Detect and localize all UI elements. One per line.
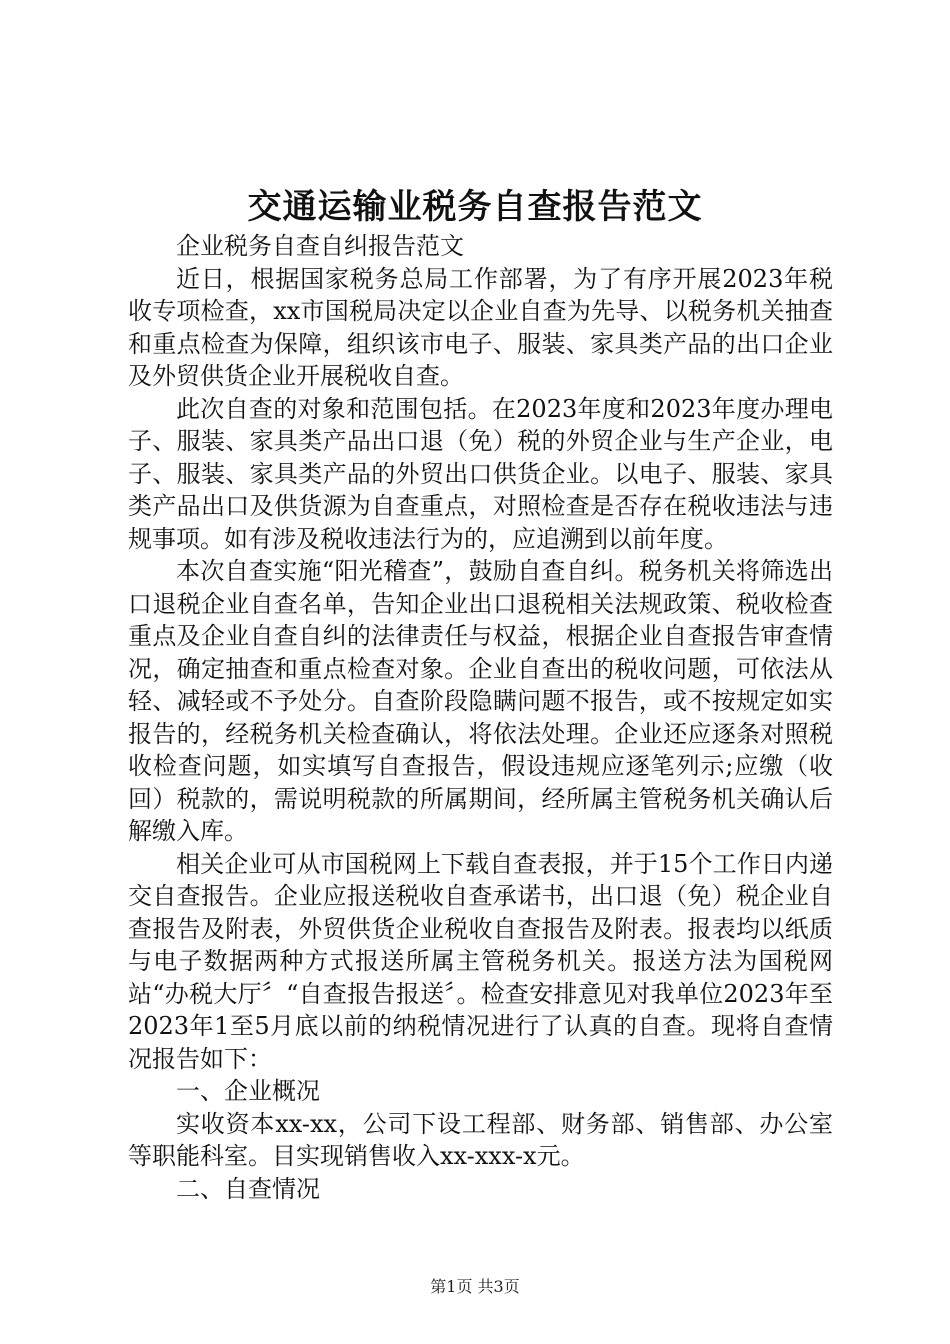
implementation-paragraph: 本次自查实施“阳光稽查”，鼓励自查自纠。税务机关将筛选出口退税企业自查名单，告知企业出口退税相关法规政策、税收检查重点及企业自查自纠的法律责任与权益，根据企业自查报告审查情况，确定抽查和重点检查对象。企业自查出的税收问题，可依法从轻、减轻或不予处分。自查阶段隐瞒问题不报告，或不按规定如实报告的，经税务机关检查确认，将依法处理。企业还应逐条对照税收检查问题，如实填写自查报告，假设违规应逐笔列示;应缴（收回）税款的，需说明税款的所属期间，经所属主管税务机关确认后解缴入库。: [128, 557, 833, 845]
overview-paragraph: 实收资本xx-xx，公司下设工程部、财务部、销售部、办公室等职能科室。目实现销售收入xx-xxx-x元。: [128, 1109, 833, 1170]
document-body: [128, 230, 833, 1205]
section-heading-self-check: 二、自查情况: [176, 1174, 320, 1203]
scope-paragraph: 此次自查的对象和范围包括。在2023年度和2023年度办理电子、服装、家具类产品出口退（免）税的外贸企业与生产企业，电子、服装、家具类产品的外贸出口供货企业。以电子、服装、家具类产品出口及供货源为自查重点，对照检查是否存在税收违法与违规事项。如有涉及税收违法行为的，应追溯到以前年度。: [128, 394, 833, 553]
page-number-footer: 第1页 共3页: [430, 1277, 520, 1296]
subtitle-paragraph: 企业税务自查自纠报告范文: [176, 232, 464, 260]
intro-paragraph: 近日，根据国家税务总局工作部署，为了有序开展2023年税收专项检查，xx市国税局决定以企业自查为先导、以税务机关抽查和重点检查为保障，组织该市电子、服装、家具类产品的出口企业及外贸供货企业开展税收自查。: [128, 264, 833, 390]
document-title: 交通运输业税务自查报告范文: [247, 187, 703, 227]
section-heading-overview: 一、企业概况: [176, 1077, 320, 1105]
submission-paragraph: 相关企业可从市国税网上下载自查表报，并于15个工作日内递交自查报告。企业应报送税收自查承诺书，出口退（免）税企业自查报告及附表，外贸供货企业税收自查报告及附表。报表均以纸质与电子数据两种方式报送所属主管税务机关。报送方法为国税网站“办税大厅〞“自查报告报送〞。检查安排意见对我单位2023年至2023年1至5月底以前的纳税情况进行了认真的自查。现将自查情况报告如下：: [128, 849, 833, 1073]
